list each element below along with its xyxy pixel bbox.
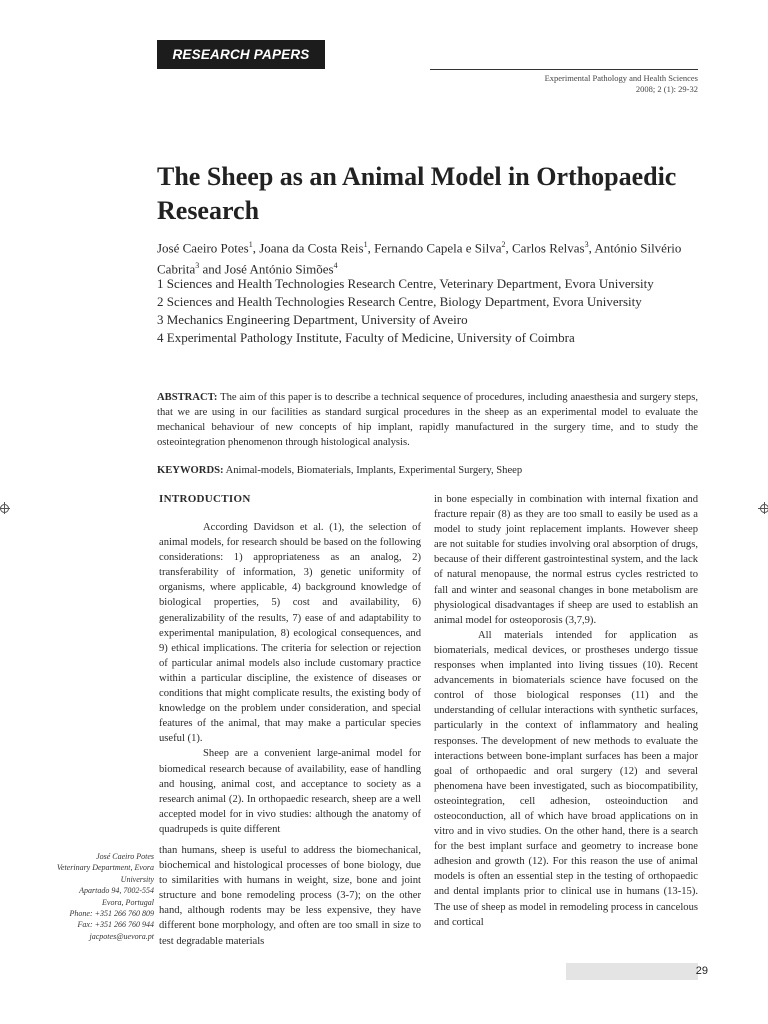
abstract-text: The aim of this paper is to describe a technical sequence of procedures, including anaesthesia and surgery steps, that we are using in our facilities as standard surgical procedures in the sheep as an experimental model to evaluate the mechanical behaviour of new concepts of hip implant, rapidly manufactured in the surgery time, and to study the osteointegration phenomenon through histological analysis.: [157, 392, 698, 448]
author-affiliation-mark: 1: [363, 240, 368, 249]
author-name: , Joana da Costa Reis: [252, 240, 364, 256]
body-paragraph: in bone especially in combination with internal fixation and fracture repair (8) as they are too small to easily be used as a model to study joint replacement implants. However sheep are not suitable for studies involving oral absorption of drugs, because of their different gastrointestinal system, and the lack of natural menopause, the normal estrus cycles restricted to fall and winter and seasonal changes in bone metabolism are physiological disadvantages if sheep are used to establish an animal model for osteoporosis (3,7,9).: [434, 494, 698, 626]
author-affiliation-mark: 2: [501, 240, 506, 249]
author-name: , Fernando Capela e Silva: [367, 240, 502, 256]
correspondence-fax: Fax: +351 266 760 944: [77, 920, 154, 930]
header-rule: [430, 69, 698, 70]
left-column-upper: [159, 520, 421, 837]
author-name: and José António Simões: [199, 261, 334, 277]
abstract: [157, 390, 698, 450]
abstract-label: ABSTRACT:: [157, 392, 218, 403]
body-paragraph: According Davidson et al. (1), the selection of animal models, for research should be based on the following considerations: 1) appropriateness as an analog, 2) transferability of information, 3) genetic uniformity of organisms, where applicable, 4) background knowledge of biological properties, 5) cost and availability, 6) generalizability of the results, 7) ease of and adaptability to experimental manipulation, 8) ecological consequences, and 9) ethical implications. The criteria for selection or rejection of particular animal models also include customary practice within a particular discipline, the existence of diseases or conditions that might complicate results, the existing body of knowledge on the problem under consideration, and special features of the animal, that may make a particular species useful (1).: [159, 522, 421, 745]
keywords-text: Animal-models, Biomaterials, Implants, Experimental Surgery, Sheep: [223, 465, 523, 476]
affiliation: 3 Mechanics Engineering Department, University of Aveiro: [157, 312, 468, 327]
body-paragraph: than humans, sheep is useful to address the biomechanical, biochemical and histological processes of bone biology, due to similarities with humans in weight, size, bone and joint structure and bone remodeling process (3-7); on the other hand, although rodents may be less expensive, they have different bone morphology, and often are too small in size to test degradable materials: [159, 845, 421, 947]
correspondence-line: Veterinary Department, Evora: [56, 863, 154, 873]
page-number-bar: [566, 963, 698, 980]
affiliation: 1 Sciences and Health Technologies Research Centre, Veterinary Department, Evora University: [157, 276, 654, 291]
correspondence-line: University: [120, 874, 154, 884]
author-affiliation-mark: 3: [195, 261, 200, 271]
affiliation-list: [157, 275, 702, 347]
correspondence-line: Apartado 94, 7002-554: [79, 886, 154, 896]
journal-citation: [545, 73, 698, 95]
affiliation: 4 Experimental Pathology Institute, Faculty of Medicine, University of Coimbra: [157, 330, 575, 345]
author-name: , António Silvério Cabrita: [157, 240, 682, 277]
author-affiliation-mark: 4: [333, 261, 338, 271]
right-column: [434, 492, 698, 930]
keywords-label: KEYWORDS:: [157, 465, 224, 476]
author-name: , Carlos Relvas: [505, 240, 585, 256]
introduction-heading: INTRODUCTION: [159, 493, 251, 505]
body-paragraph: All materials intended for application as biomaterials, medical devices, or prostheses undergo tissue responses when implanted into living tissues (10). Recent advancements in biomaterials science have focused on the control of those biological responses (11) and the understanding of cellular interactions with synthetic surfaces, particularly in the context of inflammatory and healing responses. The development of new methods to evaluate the interactions between bone-implant surfaces has been a major goal of orthopaedic and oral surgery (12) and several phenomena have been investigated, such as biocompatibility, osteointegration, cell adhesion, osteoinduction and osteoconduction, all of which have broad applications on in vitro and in vivo studies. On the other hand, there is a search for the best implant surface and geometry to increase bone adhesion and growth (12). For this reason the use of animal models is often an essential step in the testing of orthopaedic and dental implants prior to clinical use in humans (13-15). The use of sheep as model in remodeling process in cancelous and cortical: [434, 629, 698, 928]
correspondence-phone: Phone: +351 266 760 809: [69, 909, 154, 919]
journal-name: Experimental Pathology and Health Sciences: [544, 73, 698, 83]
correspondence-name: José Caeiro Potes: [96, 852, 154, 861]
correspondence-address: [44, 851, 154, 942]
author-list: [157, 236, 702, 279]
journal-volume: 2008; 2 (1): 29-32: [635, 84, 698, 94]
left-column-lower: [159, 843, 421, 949]
section-banner: RESEARCH PAPERS: [157, 40, 325, 69]
author-name: José Caeiro Potes: [157, 240, 249, 256]
crop-mark-right: [758, 502, 768, 514]
page-number: 29: [695, 965, 708, 977]
body-paragraph: Sheep are a convenient large-animal model for biomedical research because of availability, ease of handling and housing, animal cost, and acceptance to society as a research animal (2). In orthopaedic research, sheep are a well accepted model for in vivo studies: although the anatomy of quadrupeds is quite different: [159, 748, 421, 835]
correspondence-line: Evora, Portugal: [102, 897, 154, 907]
paper-title: The Sheep as an Animal Model in Orthopaedic Research: [157, 162, 677, 225]
crop-mark-left: [0, 502, 10, 514]
affiliation: 2 Sciences and Health Technologies Research Centre, Biology Department, Evora University: [157, 294, 642, 309]
author-affiliation-mark: 1: [248, 240, 253, 249]
keywords: [157, 463, 698, 478]
correspondence-email: jacpotes@uevora.pt: [89, 931, 154, 941]
author-affiliation-mark: 3: [584, 240, 589, 249]
